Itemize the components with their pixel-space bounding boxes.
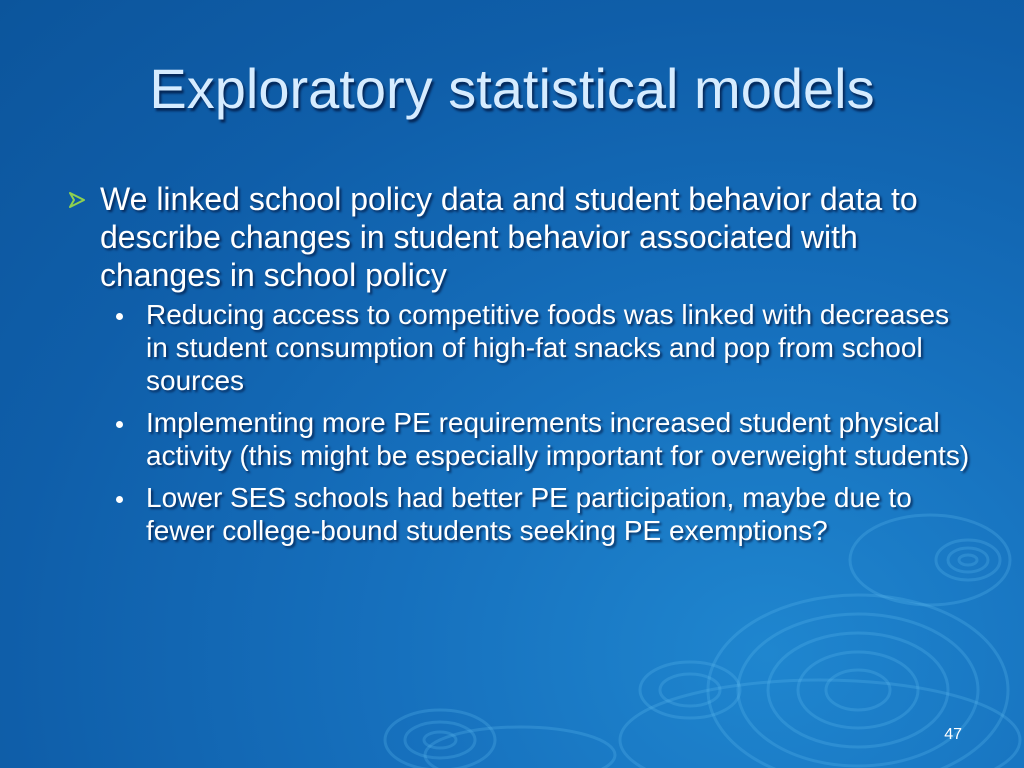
dot-bullet-icon (116, 313, 123, 320)
page-number: 47 (944, 726, 962, 743)
arrow-bullet-icon (68, 192, 86, 208)
main-bullet (60, 180, 975, 294)
main-bullet-text: We linked school policy data and student behavior data to describe changes in student behavior associated with changes in school policy (100, 181, 918, 293)
slide-title: Exploratory statistical models (149, 57, 875, 120)
dot-bullet-icon (116, 496, 123, 503)
dot-bullet-icon (116, 421, 123, 428)
sub-bullet-item (60, 298, 975, 397)
slide-body (60, 180, 975, 556)
sub-bullet-text: Implementing more PE requirements increased student physical activity (this might be especially important for overweight students) (146, 407, 970, 471)
sub-bullet-list (60, 298, 975, 547)
sub-bullet-text: Reducing access to competitive foods was linked with decreases in student consumption of high-fat snacks and pop from school sources (146, 299, 950, 396)
sub-bullet-item (60, 481, 975, 547)
sub-bullet-item (60, 406, 975, 472)
sub-bullet-text: Lower SES schools had better PE participation, maybe due to fewer college-bound students seeking PE exemptions? (146, 482, 912, 546)
